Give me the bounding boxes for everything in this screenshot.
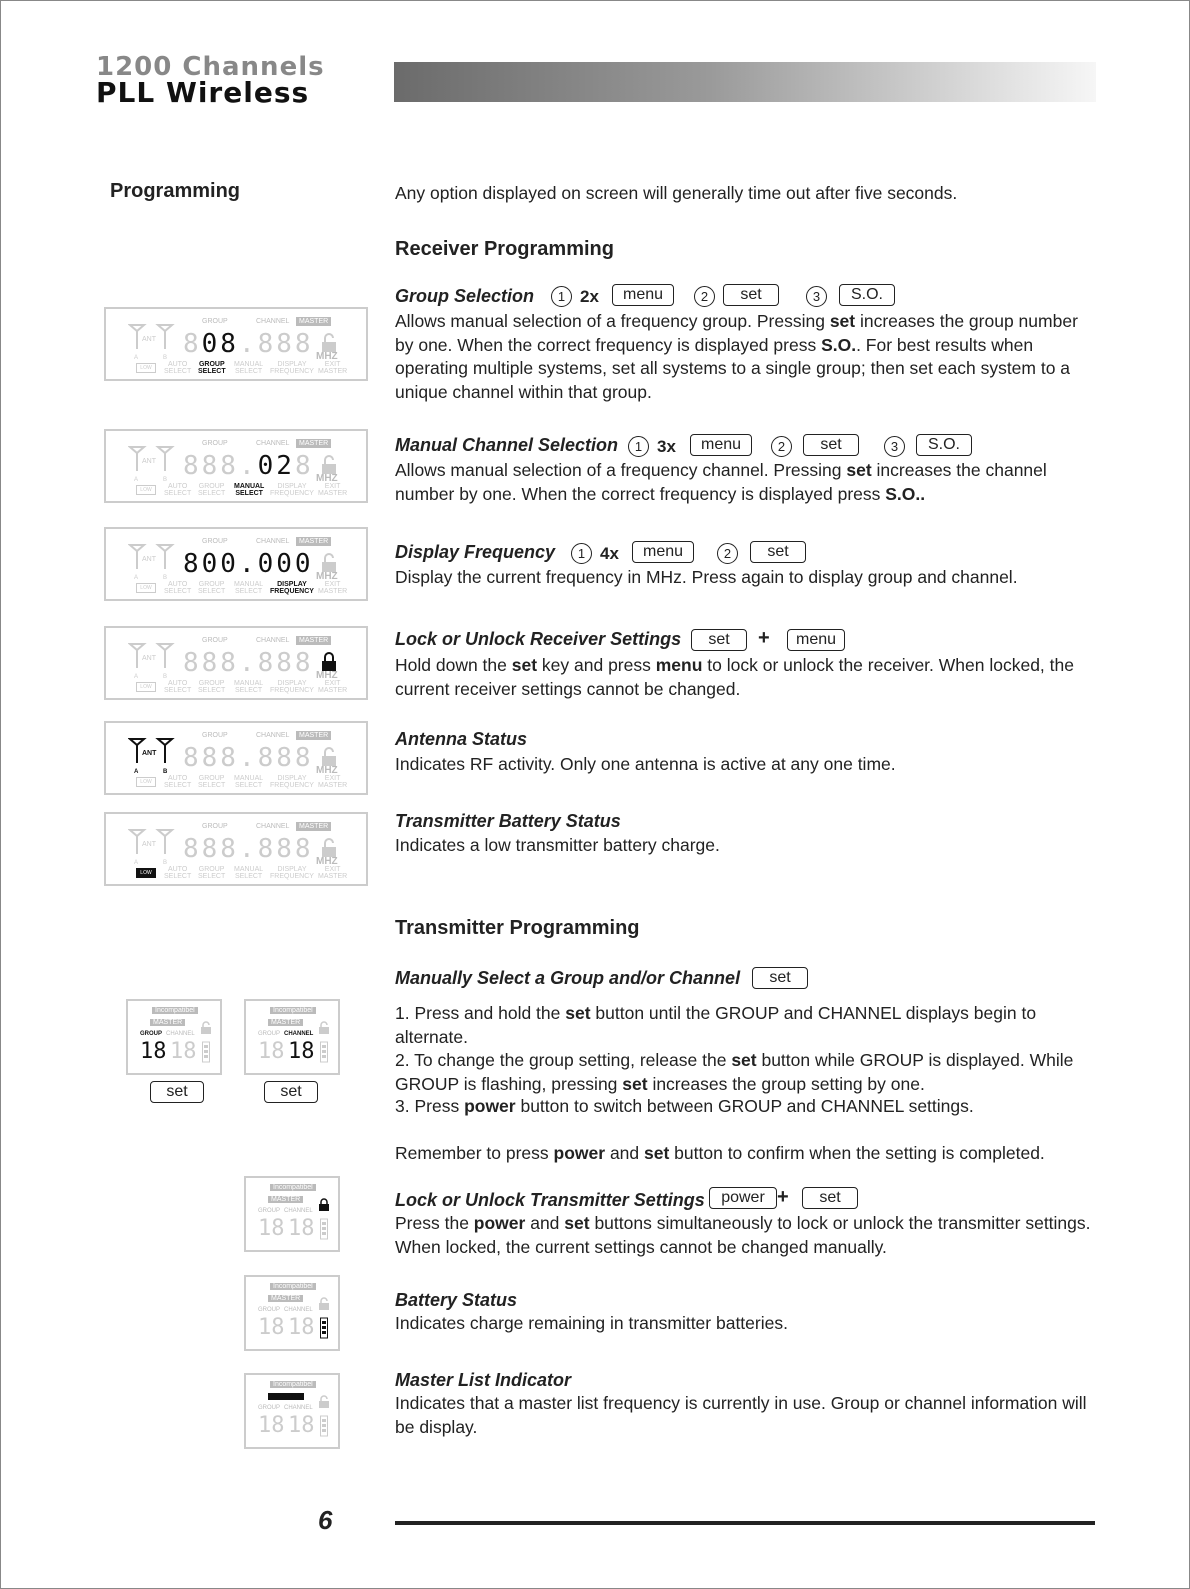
lcd-digits: 888.028 — [183, 451, 314, 481]
svg-text:A: A — [134, 355, 139, 361]
step-1-circle: 1 — [551, 286, 572, 307]
antenna-icon — [128, 443, 180, 483]
header-gradient-bar — [394, 62, 1096, 102]
low-battery-icon: LOW — [136, 868, 156, 878]
master-label: MASTER — [268, 1019, 303, 1026]
svg-text:ANT: ANT — [142, 458, 156, 465]
lcd-modes — [136, 866, 366, 884]
mode-manual-select: MANUAL SELECT — [234, 680, 264, 694]
manual-select-title: Manually Select a Group and/or Channel — [395, 968, 741, 988]
svg-text:A: A — [134, 860, 139, 866]
mode-group-select: GROUP SELECT — [198, 680, 226, 694]
channel-digits: 18 — [288, 1216, 315, 1241]
master-list-text: Indicates that a master list frequency is currently in use. Group or channel information will be display. — [395, 1393, 1087, 1437]
transmitter-heading: Transmitter Programming — [395, 917, 640, 939]
footer-rule — [395, 1521, 1095, 1525]
group-selection-text: Allows manual selection of a frequency group. Pressing set increases the group number by one. When the correct frequency is displayed press S.O.. For best results when operating multiple systems, set all systems to a single group; then set each system to a unique channel within that group. — [395, 311, 1078, 402]
low-battery-icon: LOW — [136, 485, 156, 495]
master-label: MASTER — [296, 822, 331, 831]
power-key: power — [709, 1187, 777, 1209]
group-digits: 18 — [258, 1315, 285, 1340]
brand-line-2: PLL Wireless — [96, 76, 310, 109]
intro-text: Any option displayed on screen will generally time out after five seconds. — [395, 183, 958, 203]
unlock-icon — [318, 1395, 330, 1409]
lcd-modes — [136, 361, 366, 379]
mode-manual-select: MANUAL SELECT — [234, 361, 264, 375]
lcd-digits: 808.888 — [183, 329, 314, 359]
step-1-text: 1. Press and hold the set button until the GROUP and CHANNEL displays begin to alternate. — [395, 1003, 1037, 1047]
group-label: GROUP — [202, 440, 228, 447]
mode-exit-master: EXIT MASTER — [318, 581, 348, 595]
low-battery-icon: LOW — [136, 363, 156, 373]
svg-text:B: B — [163, 355, 168, 361]
battery-icon — [320, 1415, 328, 1437]
master-label: MASTER — [268, 1393, 304, 1400]
tx-battery-status-title: Transmitter Battery Status — [395, 811, 621, 831]
tx-lcd-locked — [244, 1176, 340, 1252]
master-label: MASTER — [268, 1295, 303, 1302]
step-2-circle: 2 — [717, 543, 738, 564]
step-1-circle: 1 — [571, 543, 592, 564]
group-label: GROUP — [258, 1405, 281, 1411]
group-digits: 18 — [258, 1216, 285, 1241]
lcd-digits: 800.000 — [183, 549, 314, 579]
manual-channel-title: Manual Channel Selection — [395, 435, 619, 455]
lock-icon — [320, 652, 338, 672]
channel-label: CHANNEL — [166, 1031, 195, 1037]
master-label: MASTER — [296, 537, 331, 546]
channel-label: CHANNEL — [256, 538, 290, 545]
tx-lcd-battery — [244, 1275, 340, 1351]
lcd-digits: 888.888 — [183, 743, 314, 773]
antenna-icon — [128, 826, 180, 866]
master-label: MASTER — [296, 317, 331, 326]
lcd-modes — [136, 775, 366, 793]
channel-label: CHANNEL — [284, 1405, 313, 1411]
lcd-modes — [136, 680, 366, 698]
set-key: set — [802, 1187, 858, 1209]
mode-exit-master: EXIT MASTER — [318, 775, 348, 789]
mode-auto-select: AUTO SELECT — [164, 361, 192, 375]
press-count: 4x — [600, 544, 619, 563]
antenna-icon — [128, 735, 180, 775]
antenna-icon — [128, 541, 180, 581]
unlock-icon — [320, 455, 338, 475]
mode-display-frequency: DISPLAY FREQUENCY — [270, 866, 314, 880]
set-key: set — [691, 629, 747, 651]
incompatible-label: Incompatibel — [270, 1381, 316, 1388]
svg-text:B: B — [163, 769, 168, 775]
group-digits: 18 — [258, 1039, 285, 1064]
plus-sign: + — [777, 1186, 789, 1208]
mode-display-frequency: DISPLAY FREQUENCY — [270, 483, 314, 497]
unlock-icon — [318, 1021, 330, 1035]
mode-group-select: GROUP SELECT — [198, 866, 226, 880]
svg-text:A: A — [134, 477, 139, 483]
group-label: GROUP — [258, 1208, 281, 1214]
channel-label: CHANNEL — [256, 440, 290, 447]
set-key: set — [150, 1081, 204, 1103]
press-count: 2x — [580, 287, 599, 306]
tx-lcd-group — [126, 999, 222, 1075]
channel-label: CHANNEL — [284, 1208, 313, 1214]
receiver-heading: Receiver Programming — [395, 238, 614, 260]
channel-label: CHANNEL — [256, 637, 290, 644]
svg-text:B: B — [163, 674, 168, 680]
manual-channel-text: Allows manual selection of a frequency channel. Pressing set increases the channel number by one. When the correct frequency is displayed press S.O.. — [395, 460, 1047, 504]
mode-auto-select: AUTO SELECT — [164, 680, 192, 694]
group-label: GROUP — [202, 823, 228, 830]
mode-group-select: GROUP SELECT — [198, 483, 226, 497]
group-label: GROUP — [202, 732, 228, 739]
channel-label: CHANNEL — [256, 732, 290, 739]
group-label: GROUP — [258, 1031, 281, 1037]
brand-line-1: 1200 Channels — [96, 52, 325, 82]
low-battery-icon: LOW — [136, 682, 156, 692]
step-2-circle: 2 — [694, 286, 715, 307]
svg-text:B: B — [163, 477, 168, 483]
antenna-status-title: Antenna Status — [395, 729, 528, 749]
so-key: S.O. — [916, 434, 972, 456]
step-3-circle: 3 — [884, 436, 905, 457]
section-title: Programming — [110, 180, 241, 202]
lock-receiver-title: Lock or Unlock Receiver Settings — [395, 629, 682, 649]
group-label: GROUP — [258, 1307, 281, 1313]
battery-status-text: Indicates charge remaining in transmitter batteries. — [395, 1313, 788, 1333]
mode-manual-select: MANUAL SELECT — [234, 866, 264, 880]
master-label: MASTER — [296, 636, 331, 645]
mode-display-frequency: DISPLAY FREQUENCY — [270, 581, 314, 595]
svg-text:ANT: ANT — [142, 841, 156, 848]
plus-sign: + — [758, 627, 770, 649]
incompatible-label: Incompatibel — [270, 1283, 316, 1290]
battery-icon — [320, 1218, 328, 1240]
step-3-circle: 3 — [806, 286, 827, 307]
remember-text: Remember to press power and set button to confirm when the setting is completed. — [395, 1143, 1045, 1163]
mode-exit-master: EXIT MASTER — [318, 680, 348, 694]
master-list-title: Master List Indicator — [395, 1370, 572, 1390]
mhz-label: MHZ — [316, 473, 338, 484]
mode-auto-select: AUTO SELECT — [164, 775, 192, 789]
svg-text:ANT: ANT — [142, 655, 156, 662]
channel-digits: 18 — [288, 1039, 315, 1064]
group-selection-title: Group Selection — [395, 286, 535, 306]
master-label: MASTER — [268, 1196, 303, 1203]
mhz-label: MHZ — [316, 351, 338, 362]
group-label: GROUP — [202, 318, 228, 325]
mode-exit-master: EXIT MASTER — [318, 361, 348, 375]
svg-text:B: B — [163, 860, 168, 866]
mode-group-select: GROUP SELECT — [198, 581, 226, 595]
master-label: MASTER — [296, 731, 331, 740]
mhz-label: MHZ — [316, 765, 338, 776]
tx-battery-status-text: Indicates a low transmitter battery charge. — [395, 835, 720, 855]
set-key: set — [752, 967, 808, 989]
so-key: S.O. — [839, 284, 895, 306]
step-1-circle: 1 — [628, 436, 649, 457]
antenna-icon — [128, 321, 180, 361]
svg-text:A: A — [134, 769, 139, 775]
lcd-display-frequency — [104, 527, 368, 601]
set-key: set — [803, 434, 859, 456]
group-label: GROUP — [140, 1031, 163, 1037]
page-number: 6 — [318, 1505, 333, 1535]
group-label: GROUP — [202, 538, 228, 545]
unlock-icon — [320, 553, 338, 573]
group-label: GROUP — [202, 637, 228, 644]
unlock-icon — [320, 838, 338, 858]
incompatible-label: Incompatibel — [270, 1184, 316, 1191]
mode-display-frequency: DISPLAY FREQUENCY — [270, 775, 314, 789]
battery-status-title: Battery Status — [395, 1290, 518, 1310]
press-count: 3x — [657, 437, 676, 456]
mode-exit-master: EXIT MASTER — [318, 483, 348, 497]
mode-display-frequency: DISPLAY FREQUENCY — [270, 361, 314, 375]
incompatible-label: Incompatibel — [270, 1007, 316, 1014]
menu-key: menu — [612, 284, 674, 306]
mode-auto-select: AUTO SELECT — [164, 866, 192, 880]
mode-group-select: GROUP SELECT — [198, 775, 226, 789]
lcd-group-select — [104, 307, 368, 381]
tx-lcd-channel — [244, 999, 340, 1075]
channel-label: CHANNEL — [284, 1031, 314, 1037]
mhz-label: MHZ — [316, 856, 338, 867]
mode-auto-select: AUTO SELECT — [164, 581, 192, 595]
unlock-icon — [200, 1021, 212, 1035]
unlock-icon — [320, 747, 338, 767]
display-frequency-title: Display Frequency — [395, 542, 556, 562]
svg-text:ANT: ANT — [142, 750, 157, 757]
set-key: set — [750, 541, 806, 563]
channel-digits: 18 — [170, 1039, 197, 1064]
step-2-circle: 2 — [771, 436, 792, 457]
lock-transmitter-title: Lock or Unlock Transmitter Settings — [395, 1190, 705, 1210]
menu-key: menu — [787, 629, 845, 651]
lcd-modes — [136, 581, 366, 599]
unlock-icon — [320, 333, 338, 353]
channel-label: CHANNEL — [256, 823, 290, 830]
svg-text:A: A — [134, 674, 139, 680]
svg-text:B: B — [163, 575, 168, 581]
unlock-icon — [318, 1297, 330, 1311]
channel-digits: 18 — [288, 1315, 315, 1340]
mode-manual-select: MANUAL SELECT — [234, 581, 264, 595]
set-key: set — [264, 1081, 318, 1103]
channel-digits: 18 — [288, 1413, 315, 1438]
antenna-status-text: Indicates RF activity. Only one antenna is active at any one time. — [395, 754, 896, 774]
svg-text:A: A — [134, 575, 139, 581]
lock-receiver-text: Hold down the set key and press menu to lock or unlock the receiver. When locked, the current receiver settings cannot be changed. — [395, 655, 1074, 699]
tx-lcd-master — [244, 1373, 340, 1449]
antenna-icon — [128, 640, 180, 680]
step-3-text: 3. Press power button to switch between GROUP and CHANNEL settings. — [395, 1096, 974, 1116]
lcd-digits: 888.888 — [183, 648, 314, 678]
group-digits: 18 — [140, 1039, 167, 1064]
master-label: MASTER — [296, 439, 331, 448]
group-digits: 18 — [258, 1413, 285, 1438]
mode-display-frequency: DISPLAY FREQUENCY — [270, 680, 314, 694]
mode-exit-master: EXIT MASTER — [318, 866, 348, 880]
mode-group-select: GROUP SELECT — [198, 361, 226, 375]
mode-auto-select: AUTO SELECT — [164, 483, 192, 497]
mhz-label: MHZ — [316, 571, 338, 582]
lcd-locked — [104, 626, 368, 700]
battery-icon — [202, 1041, 210, 1063]
lcd-manual-select — [104, 429, 368, 503]
menu-key: menu — [632, 541, 694, 563]
battery-icon — [320, 1041, 328, 1063]
svg-text:ANT: ANT — [142, 556, 156, 563]
incompatible-label: Incompatibel — [152, 1007, 198, 1014]
master-label: MASTER — [150, 1019, 185, 1026]
lcd-tx-battery-low — [104, 812, 368, 886]
step-2-text: 2. To change the group setting, release the set button while GROUP is displayed. While GROUP is flashing, pressing set increases the group setting by one. — [395, 1050, 1074, 1094]
lcd-modes — [136, 483, 366, 501]
mode-manual-select: MANUAL SELECT — [234, 483, 265, 497]
mhz-label: MHZ — [316, 670, 338, 681]
set-key: set — [723, 284, 779, 306]
battery-full-icon — [320, 1317, 328, 1339]
menu-key: menu — [690, 434, 752, 456]
channel-label: CHANNEL — [284, 1307, 313, 1313]
low-battery-icon: LOW — [136, 777, 156, 787]
low-battery-icon: LOW — [136, 583, 156, 593]
channel-label: CHANNEL — [256, 318, 290, 325]
display-frequency-text: Display the current frequency in MHz. Press again to display group and channel. — [395, 567, 1018, 587]
lcd-antenna-status — [104, 721, 368, 795]
lock-icon — [318, 1198, 330, 1212]
lcd-digits: 888.888 — [183, 834, 314, 864]
lock-transmitter-text: Press the power and set buttons simultaneously to lock or unlock the transmitter settings. When locked, the current settings cannot be changed manually. — [395, 1213, 1091, 1257]
svg-text:ANT: ANT — [142, 336, 156, 343]
mode-manual-select: MANUAL SELECT — [234, 775, 264, 789]
